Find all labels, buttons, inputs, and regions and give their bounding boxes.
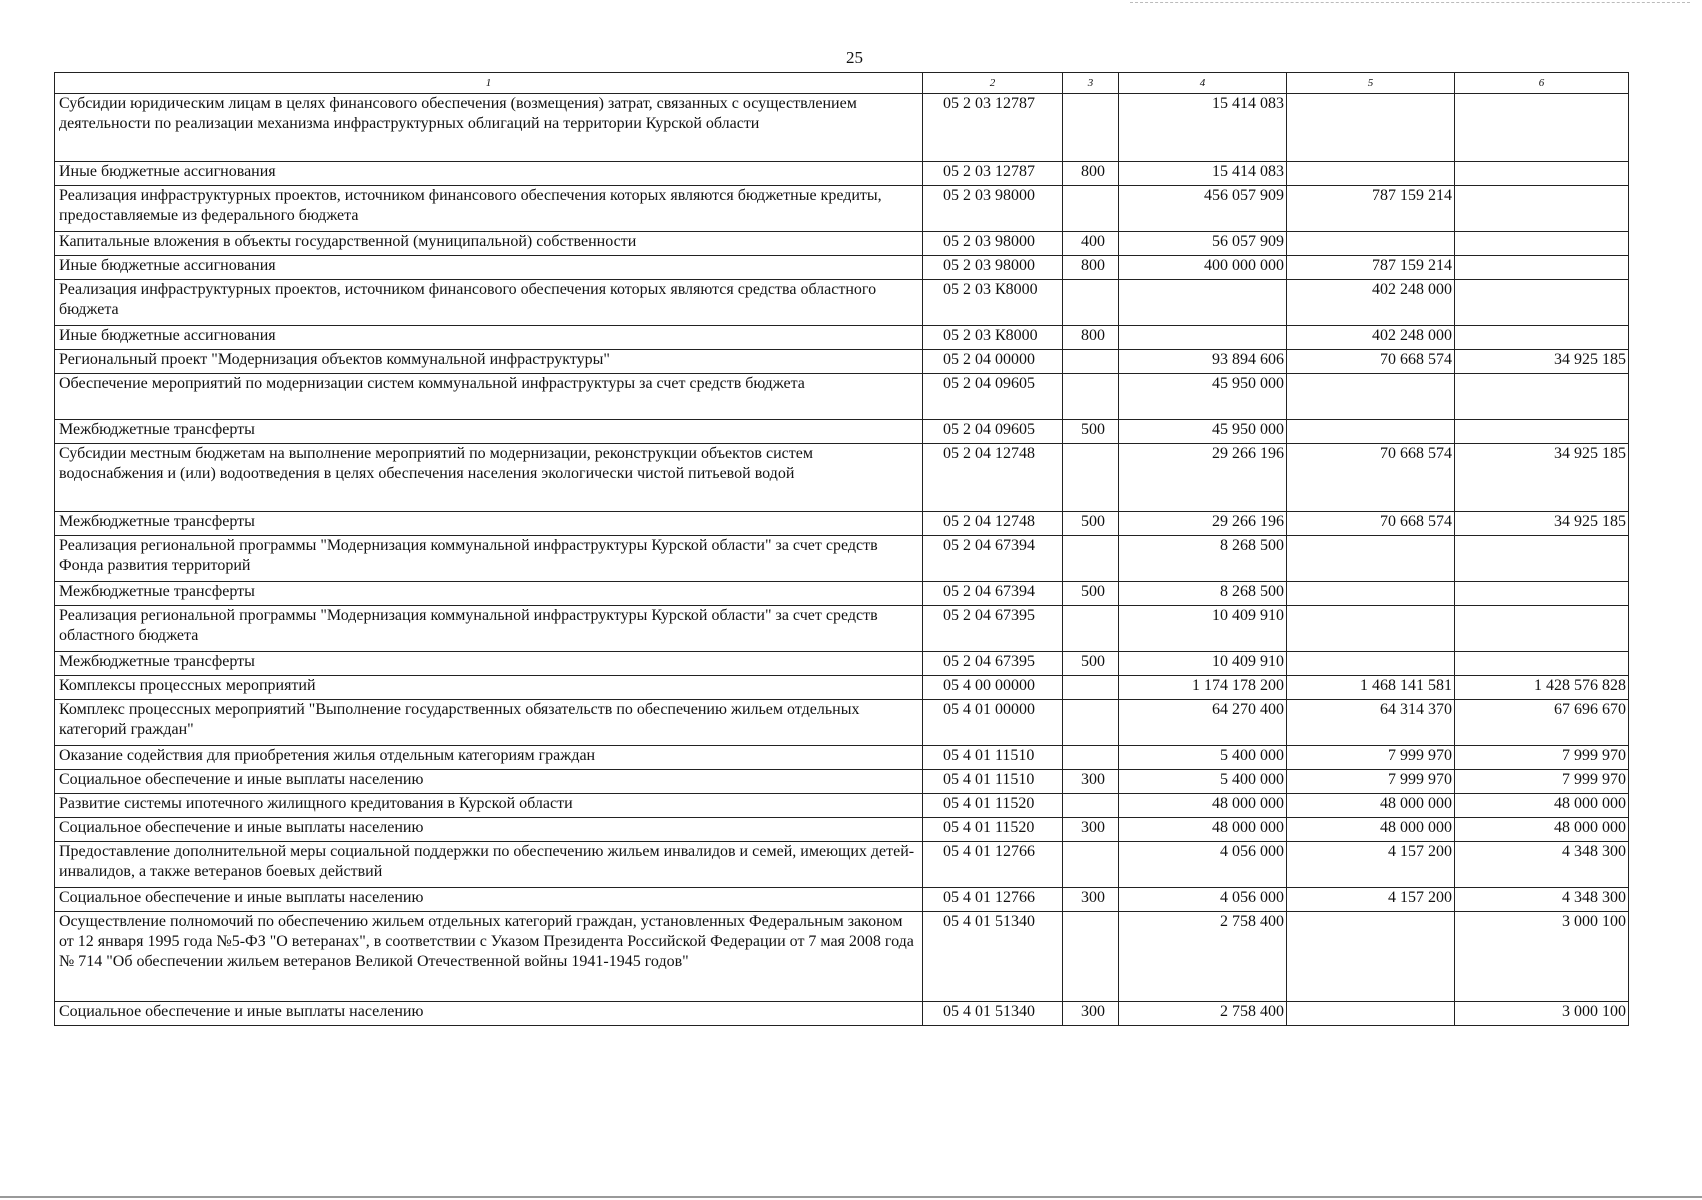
row-code-cell: 05 2 03 98000 (923, 232, 1063, 256)
row-type-cell: 500 (1063, 420, 1119, 444)
row-name-cell: Межбюджетные трансферты (55, 582, 923, 606)
row-amount-col6-cell (1455, 374, 1629, 420)
row-amount-col5-cell: 787 159 214 (1287, 256, 1455, 280)
row-name-cell: Межбюджетные трансферты (55, 420, 923, 444)
row-amount-col6-cell (1455, 582, 1629, 606)
table-row (55, 700, 1629, 746)
row-amount-col4-cell: 93 894 606 (1119, 350, 1287, 374)
row-amount-col6-cell: 7 999 970 (1455, 770, 1629, 794)
row-code-cell: 05 4 00 00000 (923, 676, 1063, 700)
row-name-cell: Развитие системы ипотечного жилищного кредитования в Курской области (55, 794, 923, 818)
row-code-cell: 05 2 03 К8000 (923, 326, 1063, 350)
row-amount-col4-cell: 15 414 083 (1119, 162, 1287, 186)
scan-artifact-bottom (0, 1196, 1702, 1198)
page-number: 25 (846, 48, 863, 67)
table-row (55, 770, 1629, 794)
row-name-cell: Социальное обеспечение и иные выплаты населению (55, 1002, 923, 1026)
row-name-cell: Региональный проект "Модернизация объектов коммунальной инфраструктуры" (55, 350, 923, 374)
table-row (55, 794, 1629, 818)
table-row (55, 186, 1629, 232)
row-amount-col5-cell (1287, 232, 1455, 256)
row-amount-col4-cell: 48 000 000 (1119, 818, 1287, 842)
row-amount-col6-cell (1455, 420, 1629, 444)
row-amount-col5-cell: 64 314 370 (1287, 700, 1455, 746)
row-type-cell (1063, 700, 1119, 746)
row-code-cell: 05 2 04 12748 (923, 444, 1063, 512)
row-amount-col5-cell (1287, 606, 1455, 652)
row-amount-col6-cell: 48 000 000 (1455, 794, 1629, 818)
row-amount-col4-cell: 2 758 400 (1119, 912, 1287, 1002)
row-amount-col6-cell: 3 000 100 (1455, 1002, 1629, 1026)
row-amount-col4-cell: 45 950 000 (1119, 374, 1287, 420)
row-code-cell: 05 4 01 11510 (923, 746, 1063, 770)
row-code-cell: 05 2 03 К8000 (923, 280, 1063, 326)
column-header-2: 2 (923, 73, 1063, 94)
table-row (55, 232, 1629, 256)
row-amount-col5-cell: 4 157 200 (1287, 888, 1455, 912)
budget-table (54, 72, 1629, 1026)
row-name-cell: Социальное обеспечение и иные выплаты населению (55, 818, 923, 842)
row-code-cell: 05 2 04 67394 (923, 536, 1063, 582)
row-amount-col6-cell (1455, 232, 1629, 256)
row-amount-col4-cell: 4 056 000 (1119, 842, 1287, 888)
row-name-cell: Комплексы процессных мероприятий (55, 676, 923, 700)
row-amount-col6-cell (1455, 162, 1629, 186)
row-amount-col5-cell: 70 668 574 (1287, 444, 1455, 512)
row-code-cell: 05 2 03 12787 (923, 94, 1063, 162)
row-amount-col6-cell (1455, 186, 1629, 232)
row-amount-col5-cell (1287, 374, 1455, 420)
row-amount-col4-cell: 4 056 000 (1119, 888, 1287, 912)
row-code-cell: 05 4 01 51340 (923, 1002, 1063, 1026)
row-amount-col6-cell: 4 348 300 (1455, 842, 1629, 888)
row-amount-col6-cell (1455, 256, 1629, 280)
row-type-cell: 300 (1063, 888, 1119, 912)
row-code-cell: 05 4 01 11520 (923, 818, 1063, 842)
row-code-cell: 05 2 04 67395 (923, 652, 1063, 676)
row-type-cell (1063, 842, 1119, 888)
row-type-cell: 500 (1063, 512, 1119, 536)
row-type-cell: 500 (1063, 652, 1119, 676)
row-amount-col5-cell: 48 000 000 (1287, 794, 1455, 818)
row-name-cell: Обеспечение мероприятий по модернизации систем коммунальной инфраструктуры за счет средств бюджета (55, 374, 923, 420)
row-name-cell: Межбюджетные трансферты (55, 652, 923, 676)
row-amount-col6-cell: 34 925 185 (1455, 444, 1629, 512)
table-row (55, 94, 1629, 162)
row-amount-col4-cell: 2 758 400 (1119, 1002, 1287, 1026)
row-amount-col6-cell: 7 999 970 (1455, 746, 1629, 770)
row-amount-col4-cell (1119, 280, 1287, 326)
row-code-cell: 05 2 03 12787 (923, 162, 1063, 186)
row-type-cell: 500 (1063, 582, 1119, 606)
row-name-cell: Реализация инфраструктурных проектов, источником финансового обеспечения которых являются бюджетные кредиты, предоставляемые из федерального бюджета (55, 186, 923, 232)
row-amount-col5-cell: 787 159 214 (1287, 186, 1455, 232)
row-type-cell: 300 (1063, 1002, 1119, 1026)
table-row (55, 512, 1629, 536)
column-number-row (55, 73, 1629, 94)
row-amount-col4-cell: 10 409 910 (1119, 652, 1287, 676)
row-code-cell: 05 4 01 12766 (923, 888, 1063, 912)
row-amount-col5-cell (1287, 652, 1455, 676)
row-amount-col5-cell: 402 248 000 (1287, 280, 1455, 326)
table-row (55, 350, 1629, 374)
row-amount-col6-cell: 34 925 185 (1455, 512, 1629, 536)
row-amount-col4-cell: 64 270 400 (1119, 700, 1287, 746)
row-amount-col6-cell (1455, 94, 1629, 162)
column-header-1: 1 (55, 73, 923, 94)
row-code-cell: 05 4 01 51340 (923, 912, 1063, 1002)
row-amount-col5-cell: 70 668 574 (1287, 350, 1455, 374)
row-name-cell: Капитальные вложения в объекты государственной (муниципальной) собственности (55, 232, 923, 256)
row-name-cell: Оказание содействия для приобретения жилья отдельным категориям граждан (55, 746, 923, 770)
row-code-cell: 05 2 04 12748 (923, 512, 1063, 536)
row-amount-col6-cell: 3 000 100 (1455, 912, 1629, 1002)
row-amount-col5-cell (1287, 536, 1455, 582)
row-name-cell: Иные бюджетные ассигнования (55, 326, 923, 350)
row-amount-col5-cell (1287, 1002, 1455, 1026)
table-row (55, 818, 1629, 842)
row-type-cell: 300 (1063, 770, 1119, 794)
row-code-cell: 05 2 03 98000 (923, 256, 1063, 280)
table-body (55, 94, 1629, 1026)
column-header-6: 6 (1455, 73, 1629, 94)
row-name-cell: Реализация региональной программы "Модернизация коммунальной инфраструктуры Курской области" за счет средств областного бюджета (55, 606, 923, 652)
row-amount-col4-cell: 1 174 178 200 (1119, 676, 1287, 700)
table-row (55, 582, 1629, 606)
row-type-cell: 800 (1063, 256, 1119, 280)
table-row (55, 374, 1629, 420)
row-type-cell: 400 (1063, 232, 1119, 256)
row-amount-col5-cell (1287, 582, 1455, 606)
row-name-cell: Осуществление полномочий по обеспечению жильем отдельных категорий граждан, установленных Федеральным законом от 12 января 1995 года №5-ФЗ "О ветеранах", в соответствии с Указом Президента Российской Федерации от 7 мая 2008 года № 714 "Об обеспечении жильем ветеранов Великой Отечественной войны 1941-1945 годов" (55, 912, 923, 1002)
row-code-cell: 05 4 01 11510 (923, 770, 1063, 794)
row-amount-col6-cell: 67 696 670 (1455, 700, 1629, 746)
row-name-cell: Социальное обеспечение и иные выплаты населению (55, 770, 923, 794)
row-name-cell: Комплекс процессных мероприятий "Выполнение государственных обязательств по обеспечению жильем отдельных категорий граждан" (55, 700, 923, 746)
row-code-cell: 05 2 04 00000 (923, 350, 1063, 374)
row-type-cell: 800 (1063, 326, 1119, 350)
row-amount-col6-cell (1455, 280, 1629, 326)
row-amount-col4-cell: 45 950 000 (1119, 420, 1287, 444)
table-row (55, 280, 1629, 326)
row-amount-col4-cell: 5 400 000 (1119, 770, 1287, 794)
column-header-4: 4 (1119, 73, 1287, 94)
table-row (55, 912, 1629, 1002)
row-amount-col5-cell: 7 999 970 (1287, 746, 1455, 770)
row-type-cell (1063, 794, 1119, 818)
row-amount-col5-cell: 7 999 970 (1287, 770, 1455, 794)
row-type-cell (1063, 374, 1119, 420)
row-name-cell: Субсидии местным бюджетам на выполнение мероприятий по модернизации, реконструкции объектов систем водоснабжения и (или) водоотведения в целях обеспечения населения экологически чистой питьевой водой (55, 444, 923, 512)
row-code-cell: 05 4 01 11520 (923, 794, 1063, 818)
table-row (55, 606, 1629, 652)
table-row (55, 326, 1629, 350)
row-type-cell (1063, 536, 1119, 582)
row-code-cell: 05 2 03 98000 (923, 186, 1063, 232)
row-type-cell (1063, 676, 1119, 700)
row-code-cell: 05 4 01 00000 (923, 700, 1063, 746)
row-type-cell (1063, 350, 1119, 374)
table-row (55, 536, 1629, 582)
row-amount-col5-cell: 1 468 141 581 (1287, 676, 1455, 700)
row-name-cell: Реализация инфраструктурных проектов, источником финансового обеспечения которых являются средства областного бюджета (55, 280, 923, 326)
table-row (55, 842, 1629, 888)
row-name-cell: Иные бюджетные ассигнования (55, 256, 923, 280)
row-amount-col5-cell (1287, 912, 1455, 1002)
row-amount-col4-cell: 10 409 910 (1119, 606, 1287, 652)
table-row (55, 676, 1629, 700)
row-amount-col5-cell (1287, 420, 1455, 444)
row-code-cell: 05 2 04 09605 (923, 374, 1063, 420)
row-code-cell: 05 2 04 67394 (923, 582, 1063, 606)
table-row (55, 444, 1629, 512)
row-amount-col4-cell: 8 268 500 (1119, 582, 1287, 606)
scan-artifact-top (1130, 2, 1690, 3)
row-amount-col6-cell: 1 428 576 828 (1455, 676, 1629, 700)
row-amount-col4-cell: 5 400 000 (1119, 746, 1287, 770)
row-amount-col4-cell: 15 414 083 (1119, 94, 1287, 162)
table-row (55, 1002, 1629, 1026)
row-amount-col4-cell: 400 000 000 (1119, 256, 1287, 280)
row-name-cell: Иные бюджетные ассигнования (55, 162, 923, 186)
row-name-cell: Предоставление дополнительной меры социальной поддержки по обеспечению жильем инвалидов и семей, имеющих детей-инвалидов, а также ветеранов боевых действий (55, 842, 923, 888)
row-amount-col5-cell (1287, 162, 1455, 186)
row-amount-col5-cell: 48 000 000 (1287, 818, 1455, 842)
row-type-cell (1063, 280, 1119, 326)
row-amount-col6-cell (1455, 606, 1629, 652)
column-header-3: 3 (1063, 73, 1119, 94)
row-amount-col6-cell: 48 000 000 (1455, 818, 1629, 842)
row-type-cell (1063, 186, 1119, 232)
row-amount-col4-cell: 456 057 909 (1119, 186, 1287, 232)
row-amount-col6-cell: 4 348 300 (1455, 888, 1629, 912)
row-name-cell: Межбюджетные трансферты (55, 512, 923, 536)
table-row (55, 256, 1629, 280)
row-amount-col6-cell: 34 925 185 (1455, 350, 1629, 374)
row-amount-col6-cell (1455, 536, 1629, 582)
row-type-cell (1063, 912, 1119, 1002)
row-type-cell (1063, 94, 1119, 162)
row-type-cell (1063, 606, 1119, 652)
row-amount-col6-cell (1455, 326, 1629, 350)
row-amount-col4-cell: 56 057 909 (1119, 232, 1287, 256)
row-name-cell: Реализация региональной программы "Модернизация коммунальной инфраструктуры Курской области" за счет средств Фонда развития территорий (55, 536, 923, 582)
row-code-cell: 05 2 04 09605 (923, 420, 1063, 444)
table-row (55, 746, 1629, 770)
row-amount-col4-cell: 48 000 000 (1119, 794, 1287, 818)
row-amount-col5-cell (1287, 94, 1455, 162)
row-amount-col5-cell: 4 157 200 (1287, 842, 1455, 888)
row-amount-col6-cell (1455, 652, 1629, 676)
row-amount-col4-cell: 8 268 500 (1119, 536, 1287, 582)
row-type-cell: 300 (1063, 818, 1119, 842)
row-type-cell (1063, 444, 1119, 512)
row-amount-col4-cell (1119, 326, 1287, 350)
table-row (55, 652, 1629, 676)
row-code-cell: 05 2 04 67395 (923, 606, 1063, 652)
row-type-cell (1063, 746, 1119, 770)
row-amount-col5-cell: 70 668 574 (1287, 512, 1455, 536)
table-row (55, 420, 1629, 444)
row-type-cell: 800 (1063, 162, 1119, 186)
row-amount-col4-cell: 29 266 196 (1119, 444, 1287, 512)
row-name-cell: Социальное обеспечение и иные выплаты населению (55, 888, 923, 912)
row-code-cell: 05 4 01 12766 (923, 842, 1063, 888)
table-row (55, 888, 1629, 912)
row-amount-col4-cell: 29 266 196 (1119, 512, 1287, 536)
row-name-cell: Субсидии юридическим лицам в целях финансового обеспечения (возмещения) затрат, связанных с осуществлением деятельности по реализации механизма инфраструктурных облигаций на территории Курской области (55, 94, 923, 162)
table-row (55, 162, 1629, 186)
column-header-5: 5 (1287, 73, 1455, 94)
row-amount-col5-cell: 402 248 000 (1287, 326, 1455, 350)
